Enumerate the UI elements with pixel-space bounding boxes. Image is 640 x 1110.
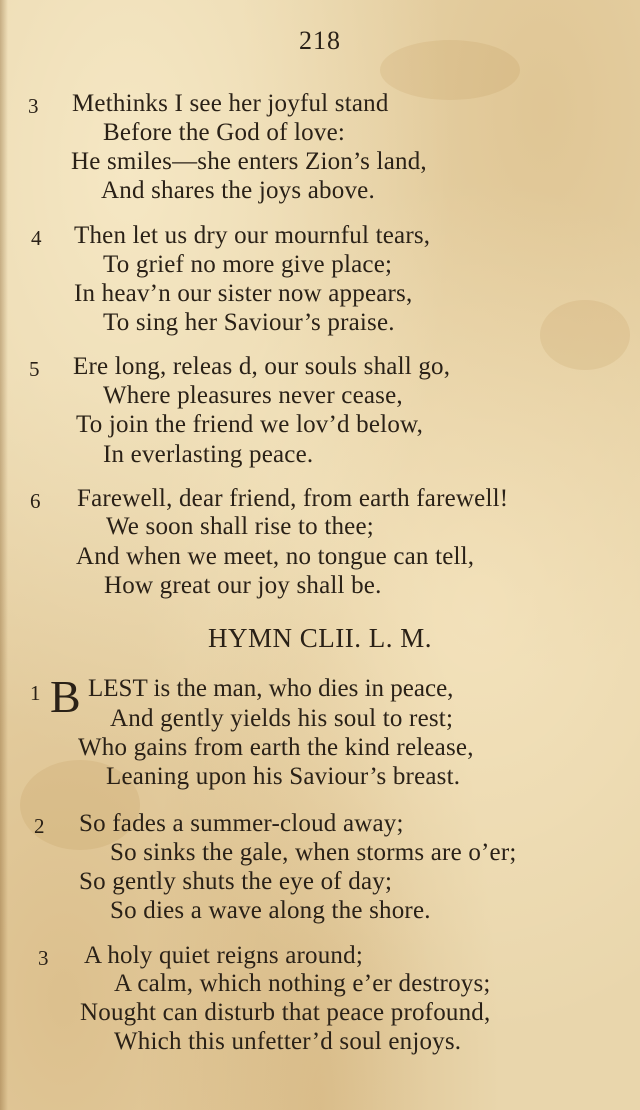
- verse-line: To join the friend we lov’d below,: [76, 411, 424, 438]
- verse-line: How great our joy shall be.: [104, 572, 382, 599]
- verse-line: So gently shuts the eye of day;: [79, 868, 393, 895]
- verse-line: To grief no more give place;: [103, 251, 393, 278]
- verse-line: Where pleasures never cease,: [103, 382, 403, 409]
- verse-line: A calm, which nothing e’er destroys;: [114, 970, 491, 997]
- stanza-number: 3: [38, 946, 49, 970]
- verse-line: LEST is the man, who dies in peace,: [88, 675, 454, 702]
- stanza-number: 3: [28, 94, 39, 118]
- verse-line: In heav’n our sister now appears,: [74, 280, 413, 307]
- verse-line: So fades a summer-cloud away;: [79, 810, 404, 837]
- paper-stain: [540, 300, 630, 370]
- verse-line: We soon shall rise to thee;: [106, 513, 374, 540]
- stanza-number: 2: [34, 814, 45, 838]
- verse-line: So sinks the gale, when storms are o’er;: [110, 839, 517, 866]
- verse-line: Ere long, releas d, our souls shall go,: [73, 353, 451, 380]
- verse-line: And gently yields his soul to rest;: [110, 705, 454, 732]
- verse-line: Then let us dry our mournful tears,: [74, 222, 431, 249]
- page-edge-shadow: [0, 0, 8, 1110]
- stanza-number: 4: [31, 226, 42, 250]
- drop-cap: B: [50, 671, 81, 722]
- verse-line: Leaning upon his Saviour’s breast.: [106, 763, 461, 790]
- verse-line: And shares the joys above.: [101, 177, 375, 204]
- verse-line: Who gains from earth the kind release,: [78, 734, 474, 761]
- verse-line: Methinks I see her joyful stand: [72, 90, 389, 117]
- verse-line: Nought can disturb that peace profound,: [80, 999, 491, 1026]
- stanza-number: 6: [30, 489, 41, 513]
- verse-line: Farewell, dear friend, from earth farewell!: [77, 485, 509, 512]
- verse-line: Which this unfetter’d soul enjoys.: [114, 1028, 462, 1055]
- verse-line: He smiles—she enters Zion’s land,: [71, 148, 427, 175]
- verse-line: To sing her Saviour’s praise.: [103, 309, 395, 336]
- page-number: 218: [299, 26, 341, 55]
- hymn-title: HYMN CLII. L. M.: [208, 623, 432, 653]
- verse-line: Before the God of love:: [103, 119, 346, 146]
- verse-line: And when we meet, no tongue can tell,: [76, 543, 475, 570]
- stanza-number: 1: [30, 681, 41, 705]
- verse-line: So dies a wave along the shore.: [110, 897, 431, 924]
- verse-line: In everlasting peace.: [103, 441, 314, 468]
- stanza-number: 5: [29, 357, 40, 381]
- verse-line: A holy quiet reigns around;: [84, 942, 363, 969]
